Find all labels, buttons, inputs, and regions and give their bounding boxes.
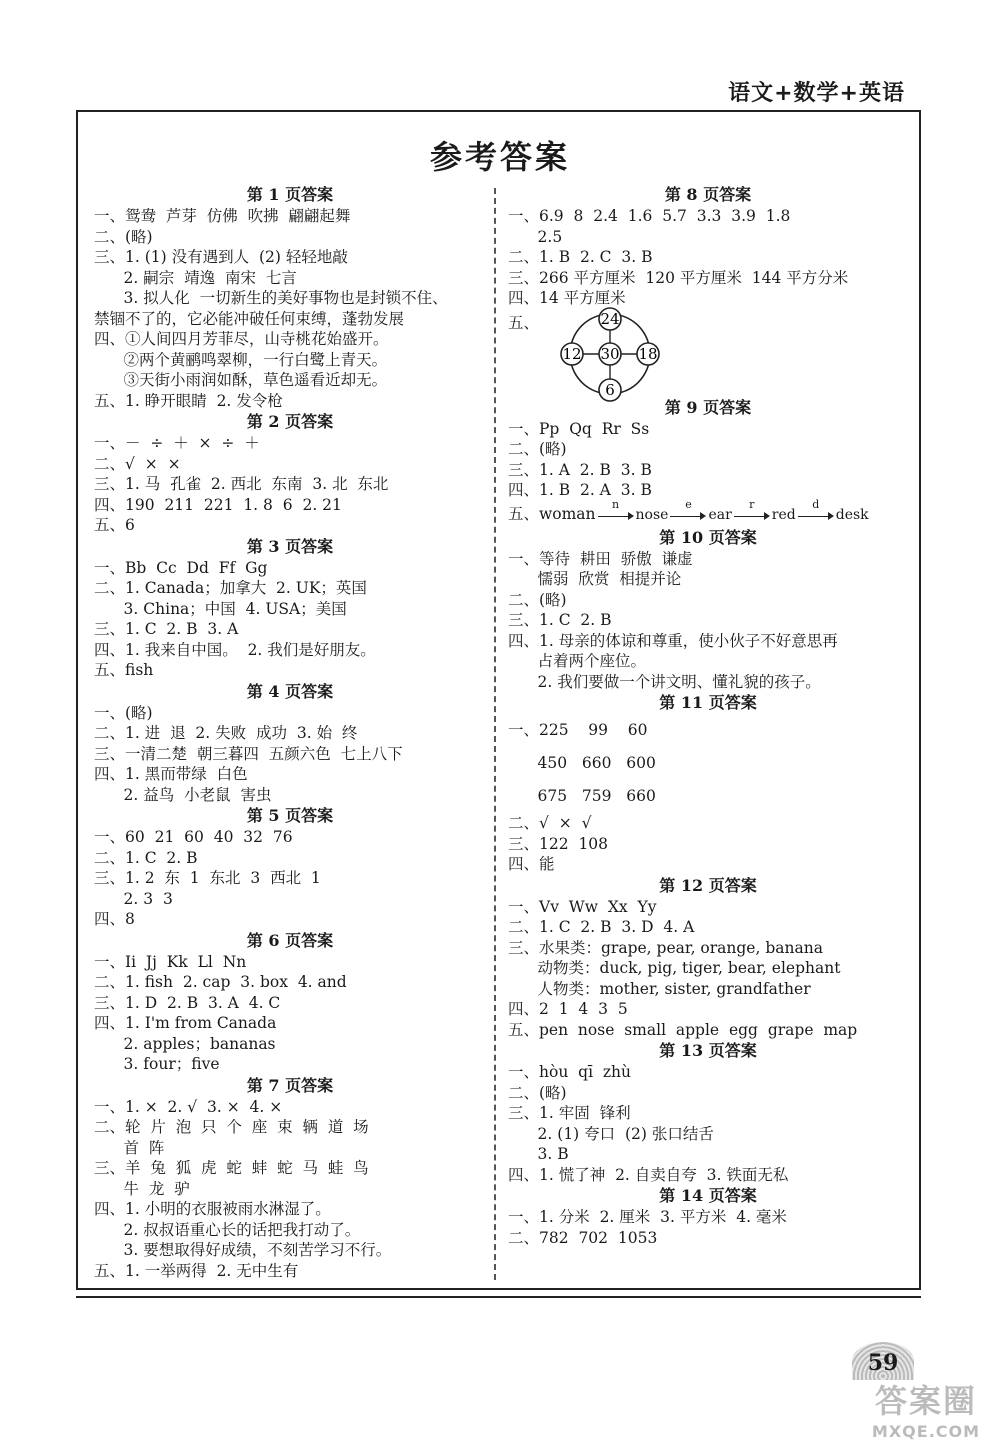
answer-line: 四、1. 小明的衣服被雨水淋湿了。	[94, 1200, 331, 1218]
section-title: 第 6 页答案	[246, 930, 334, 950]
answer-line: 一、Pp Qq Rr Ss	[508, 419, 650, 438]
answer-line: 四、8	[94, 910, 135, 928]
answer-line: 二、(略)	[94, 227, 153, 246]
answer-line: 3. China；中国 4. USA；美国	[94, 599, 347, 618]
answer-line: 人物类：mother, sister, grandfather	[508, 979, 811, 998]
answer-line: 3. four；five	[94, 1055, 220, 1073]
section-title: 第 2 页答案	[246, 412, 334, 431]
answer-line: 2. 叔叔语重心长的话把我打动了。	[94, 1220, 361, 1239]
answer-line: 首 阵	[94, 1138, 165, 1157]
answer-line: 2. 3 3	[94, 889, 173, 908]
chain-word: red	[771, 506, 796, 523]
wheel-value-top: 24	[600, 309, 620, 328]
answer-line: 五、1. 睁开眼睛 2. 发令枪	[94, 391, 283, 410]
answer-line: 675 759 660	[508, 787, 656, 805]
answer-line: 四、190 211 221 1. 8 6 2. 21	[94, 495, 342, 514]
watermark	[868, 1376, 984, 1441]
section-title: 第 14 页答案	[659, 1186, 757, 1205]
answer-line: 一、(略)	[94, 703, 153, 722]
wheel-value-left: 12	[562, 344, 582, 363]
arrow-shaft	[734, 516, 766, 517]
answer-line: 2. 益鸟 小老鼠 害虫	[94, 785, 272, 804]
answer-line: 3. 拟人化 一切新生的美好事物也是封锁不住、	[94, 289, 448, 307]
wheel-value-center: 30	[600, 344, 620, 363]
word-chain-start: 五、woman	[508, 504, 596, 523]
answer-line: 一、225 99 60	[508, 721, 648, 739]
answer-line: 三、1. A 2. B 3. B	[508, 460, 652, 479]
chain-word: ear	[708, 506, 732, 523]
answer-line: 2. 嗣宗 靖逸 南宋 七言	[94, 268, 297, 287]
column-divider	[494, 188, 496, 1280]
answer-line: 二、(略)	[508, 1083, 567, 1102]
number-wheel-diagram	[554, 299, 674, 409]
answer-line: 四、1. B 2. A 3. B	[508, 481, 652, 499]
watermark-logo: 答案圈	[874, 1382, 977, 1420]
answer-line: 三、1. 牢固 锋利	[508, 1104, 631, 1122]
arrow-letter: e	[685, 497, 692, 511]
answer-line: 三、1. C 2. B 3. A	[94, 620, 239, 638]
page-title: 参考答案	[429, 138, 570, 176]
right-column	[508, 184, 908, 1248]
answer-line: 一、60 21 60 40 32 76	[94, 828, 293, 846]
arrow-shaft	[798, 516, 830, 517]
wheel-label: 五、	[508, 313, 540, 332]
answer-line: 二、1. B 2. C 3. B	[508, 248, 653, 266]
wheel-value-right: 18	[638, 344, 658, 363]
answer-line: 二、1. 进 退 2. 失败 成功 3. 始 终	[94, 724, 358, 742]
answer-line: 二、轮 片 泡 只 个 座 束 辆 道 场	[94, 1118, 369, 1136]
answer-line: 一、Bb Cc Dd Ff Gg	[94, 558, 268, 577]
section-title: 第 12 页答案	[659, 875, 757, 895]
watermark-url: MXQE.COM	[871, 1422, 981, 1441]
arrow-letter: d	[812, 497, 820, 511]
arrow-icon	[798, 497, 834, 521]
answer-line: 三、1. C 2. B	[508, 611, 612, 629]
answer-line: 五、fish	[94, 661, 154, 679]
answer-line: 一、1. 分米 2. 厘米 3. 平方米 4. 毫米	[508, 1208, 787, 1226]
arrow-icon	[598, 497, 634, 521]
arrow-shaft	[598, 516, 630, 517]
section-title: 第 7 页答案	[246, 1075, 334, 1095]
answer-line: 三、羊 兔 狐 虎 蛇 蚌 蛇 马 蛙 鸟	[94, 1159, 369, 1177]
answer-line: 二、782 702 1053	[508, 1228, 658, 1247]
answer-line: 一、1. × 2. √ 3. × 4. ×	[94, 1097, 283, 1116]
word-chain	[508, 497, 908, 527]
bottom-rule	[76, 1296, 921, 1298]
answer-line: 一、Vv Ww Xx Yy	[508, 897, 657, 916]
answer-line: 二、√ × √	[508, 814, 592, 832]
answer-line: 二、√ × ×	[94, 454, 181, 473]
answer-line: 四、2 1 4 3 5	[508, 1000, 628, 1018]
answer-line: 占着两个座位。	[508, 652, 647, 670]
answer-line: 2. 我们要做一个讲文明、懂礼貌的孩子。	[508, 672, 821, 691]
answer-line: 二、1. fish 2. cap 3. box 4. and	[94, 973, 347, 991]
answer-line: 一、hòu qī zhù	[508, 1063, 632, 1081]
arrow-head	[628, 512, 634, 520]
answer-line: 2. apples；bananas	[94, 1034, 276, 1053]
answer-line: 三、266 平方厘米 120 平方厘米 144 平方分米	[508, 268, 849, 287]
answer-line: 动物类：duck, pig, tiger, bear, elephant	[508, 959, 841, 977]
section-title: 第 10 页答案	[659, 527, 757, 547]
subject-header: 语文+数学+英语	[728, 81, 905, 106]
answer-line: 四、1. 母亲的体谅和尊重，使小伙子不好意思再	[508, 631, 838, 650]
number-wheel	[508, 311, 908, 397]
answer-line: 450 660 600	[508, 754, 656, 772]
answer-line: 牛 龙 驴	[94, 1179, 190, 1198]
answer-line: 四、1. 黑而带绿 白色	[94, 765, 248, 783]
arrow-letter: r	[749, 497, 755, 511]
answer-line: 二、1. C 2. B 3. D 4. A	[508, 918, 695, 936]
answer-line: 二、(略)	[508, 590, 567, 609]
answer-line: 二、(略)	[508, 440, 567, 458]
answer-line: 一、－ ÷ ＋ × ÷ ＋	[94, 434, 260, 452]
answer-line: 一、6.9 8 2.4 1.6 5.7 3.3 3.9 1.8	[508, 207, 791, 225]
answer-line: 三、水果类：grape, pear, orange, banana	[508, 938, 823, 957]
arrow-shaft	[670, 516, 702, 517]
answer-line: 禁锢不了的，它必能冲破任何束缚，蓬勃发展	[94, 309, 405, 328]
chain-word: desk	[835, 506, 869, 523]
answer-line: 3. B	[508, 1145, 569, 1163]
section-title: 第 3 页答案	[246, 536, 334, 556]
answer-line: 二、1. Canada；加拿大 2. UK；英国	[94, 579, 367, 597]
section-title: 第 11 页答案	[659, 693, 757, 712]
answer-line: 2. (1) 夸口 (2) 张口结舌	[508, 1124, 714, 1143]
section-title: 第 8 页答案	[664, 185, 752, 204]
answer-line: 四、1. 慌了神 2. 自卖自夸 3. 铁面无私	[508, 1165, 789, 1184]
answer-line: 四、1. I'm from Canada	[94, 1014, 277, 1032]
arrow-head	[828, 512, 834, 520]
answer-line: 2.5	[508, 227, 563, 246]
answer-line: ③天街小雨润如酥，草色遥看近却无。	[94, 371, 388, 389]
answer-line: 三、1. 2 东 1 东北 3 西北 1	[94, 869, 321, 887]
answer-line: 五、6	[94, 516, 135, 534]
page-number-badge	[852, 1342, 914, 1380]
answer-line: ②两个黄鹂鸣翠柳，一行白鹭上青天。	[94, 350, 388, 369]
section-title: 第 4 页答案	[246, 681, 334, 701]
answer-line: 三、一清二楚 朝三暮四 五颜六色 七上八下	[94, 744, 403, 763]
arrow-head	[700, 512, 706, 520]
arrow-icon	[734, 497, 770, 521]
answer-line: 三、1. D 2. B 3. A 4. C	[94, 993, 281, 1012]
answer-line: 一、等待 耕田 骄傲 谦虚	[508, 549, 693, 568]
section-title: 第 13 页答案	[659, 1041, 757, 1060]
section-title: 第 1 页答案	[246, 185, 334, 204]
left-column	[94, 184, 486, 1281]
wheel-value-bottom: 6	[605, 380, 615, 399]
arrow-icon	[670, 497, 706, 521]
answer-line: 一、鸳鸯 芦芽 仿佛 吹拂 翩翩起舞	[94, 207, 351, 225]
answer-line: 四、1. 我来自中国。 2. 我们是好朋友。	[94, 640, 376, 659]
page-number: 59	[867, 1350, 899, 1376]
answer-line: 懦弱 欣赏 相提并论	[508, 570, 682, 588]
answer-line: 四、14 平方厘米	[508, 289, 626, 307]
section-title: 第 5 页答案	[246, 806, 334, 825]
section-title: 第 9 页答案	[664, 397, 752, 417]
answer-line: 三、1. 马 孔雀 2. 西北 东南 3. 北 东北	[94, 475, 389, 493]
answer-line: 四、①人间四月芳菲尽，山寺桃花始盛开。	[94, 330, 389, 348]
answer-line: 3. 要想取得好成绩，不刻苦学习不行。	[94, 1241, 392, 1259]
chain-word: nose	[635, 506, 669, 523]
answer-line: 五、pen nose small apple egg grape map	[508, 1020, 858, 1039]
arrow-letter: n	[611, 497, 620, 511]
arrow-head	[764, 512, 770, 520]
answer-line: 一、Ii Jj Kk Ll Nn	[94, 952, 247, 971]
answer-line: 四、能	[508, 855, 555, 873]
answer-line: 三、122 108	[508, 834, 609, 853]
answer-line: 五、1. 一举两得 2. 无中生有	[94, 1261, 299, 1280]
answer-line: 二、1. C 2. B	[94, 848, 198, 867]
answer-line: 三、1. (1) 没有遇到人 (2) 轻轻地敲	[94, 248, 348, 266]
